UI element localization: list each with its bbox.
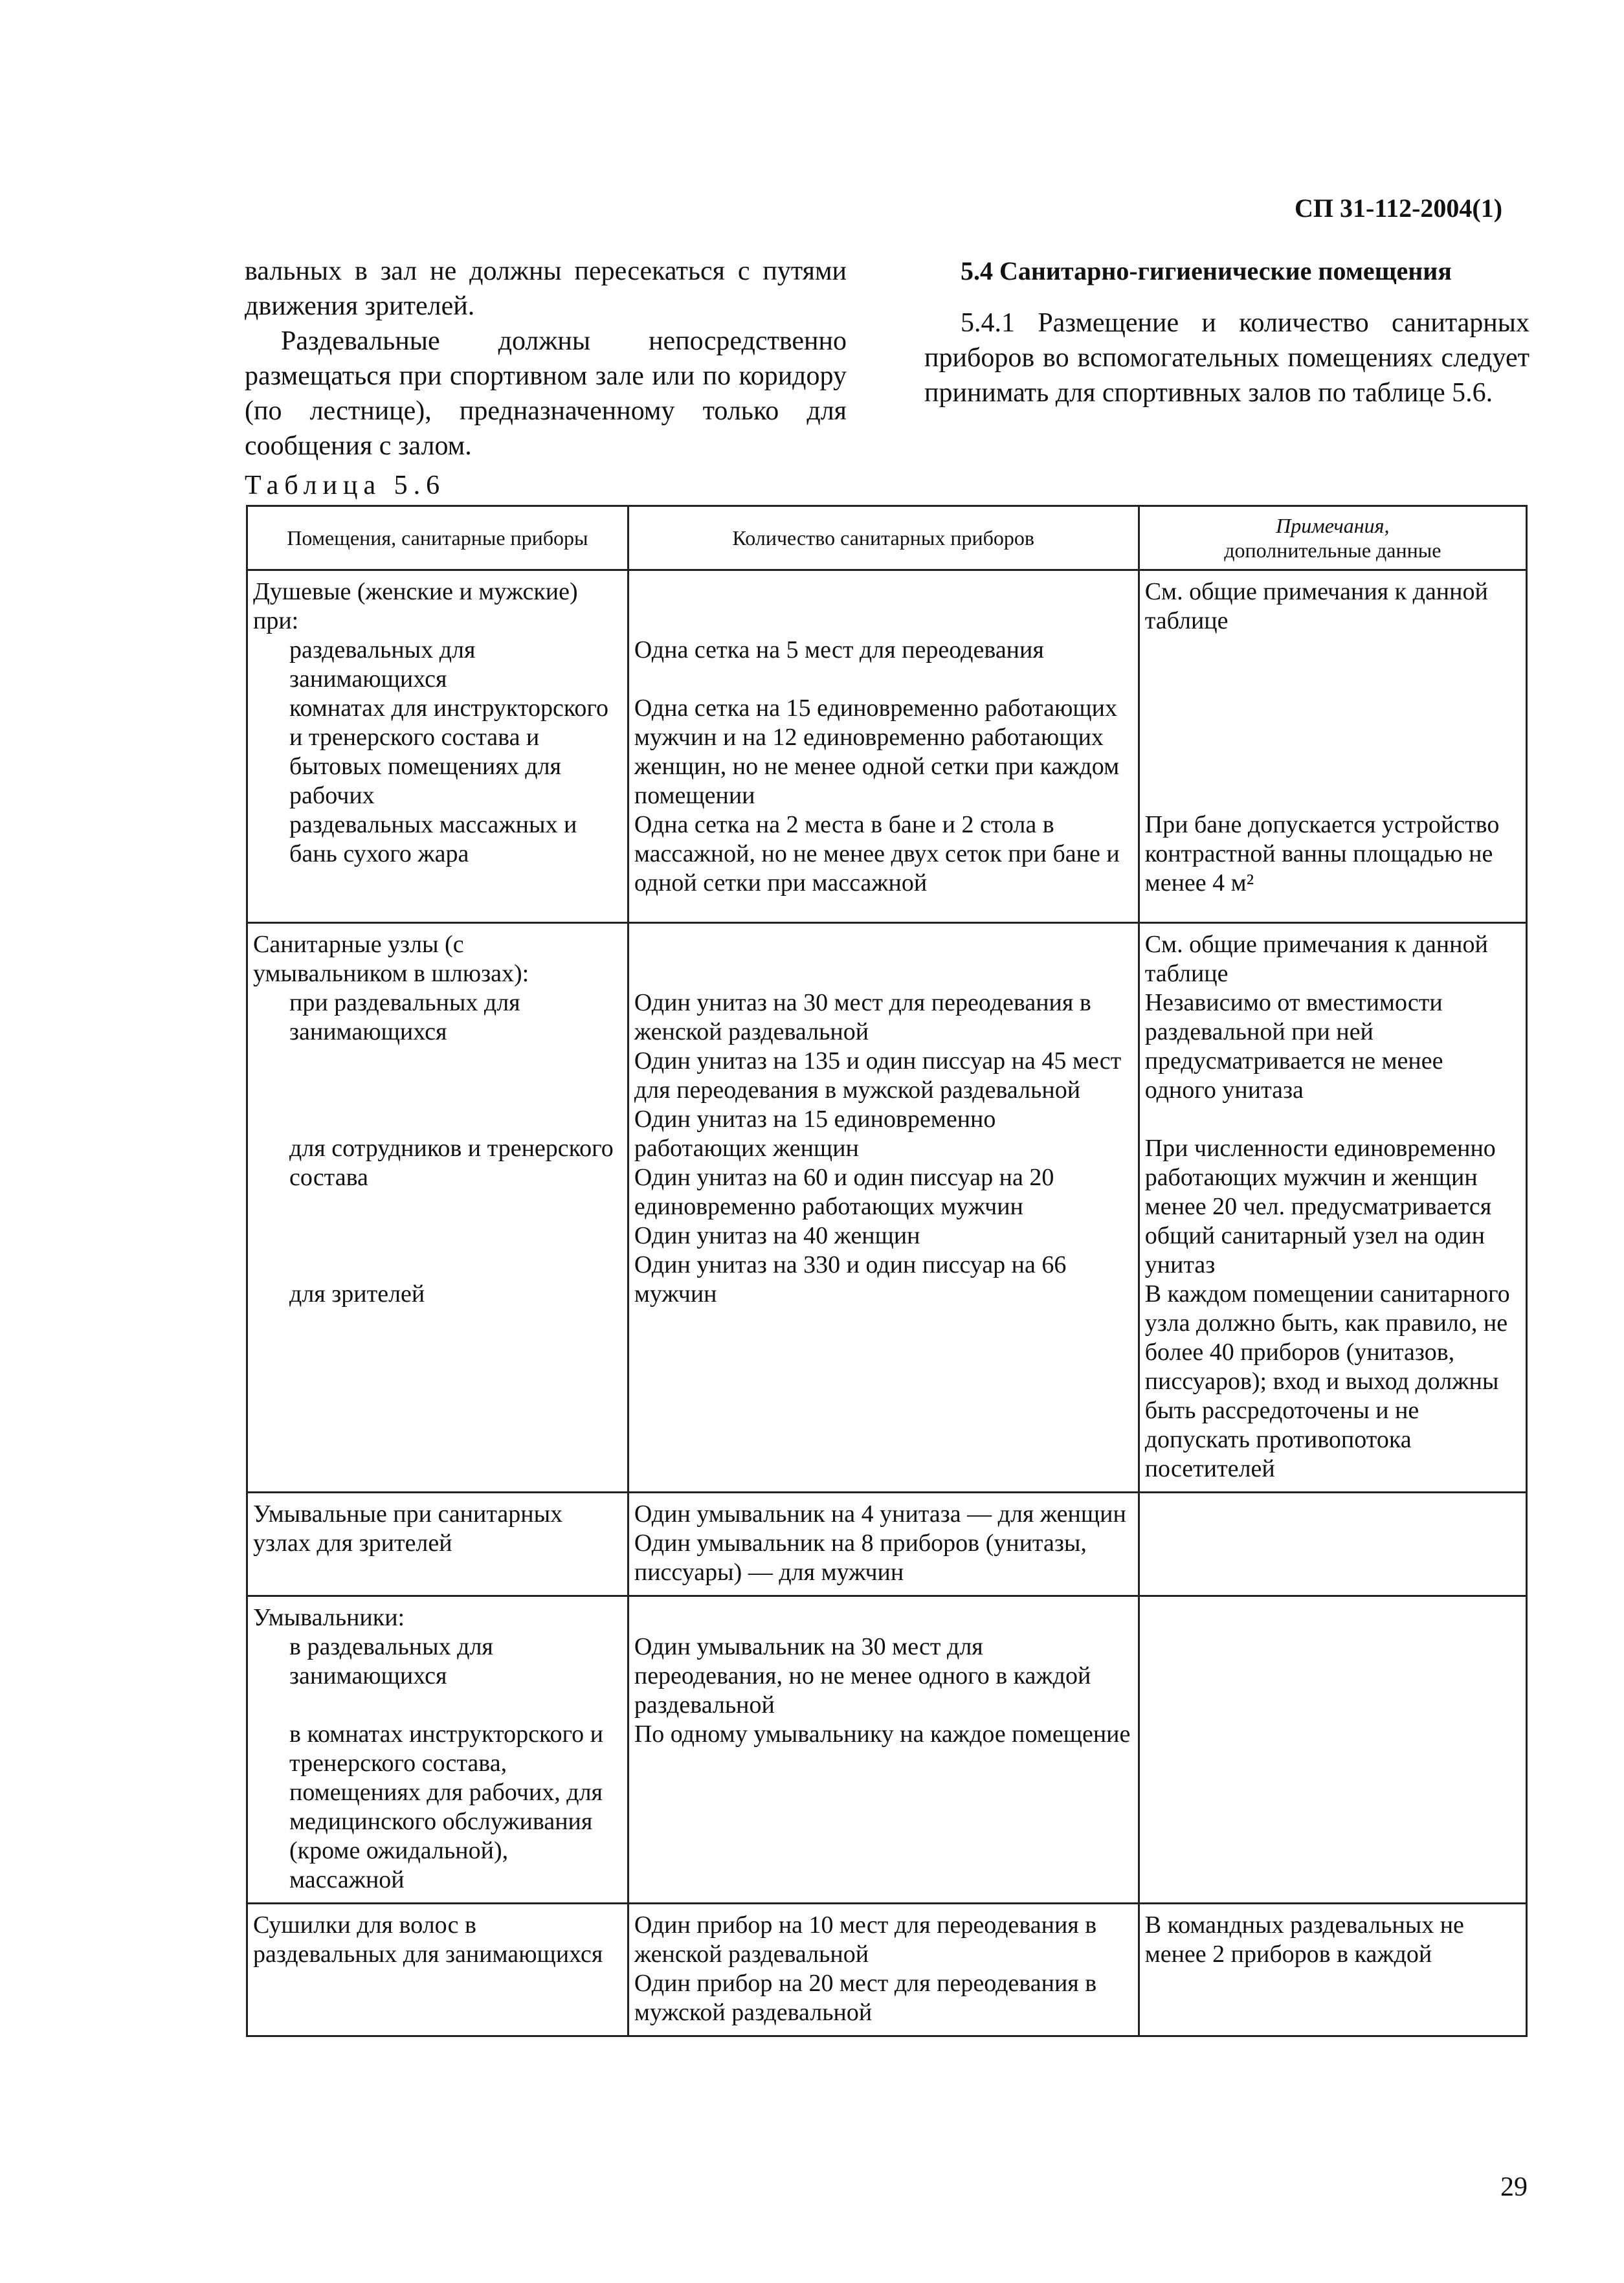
- quantity-cell: [628, 1596, 1139, 1904]
- quantity-cell: [628, 1493, 1139, 1596]
- table-row: [247, 570, 1527, 923]
- quantity-cell: [628, 923, 1139, 1493]
- note-text: В командных раздевальных не менее 2 приборов в каждой: [1144, 1911, 1464, 1968]
- table-row: [247, 1596, 1527, 1904]
- quantity-text: Один умывальник на 30 мест для переодевания, но не менее одного в каждой раздевальной: [634, 1633, 1091, 1719]
- group-title: Санитарные узлы (с умывальником в шлюзах):: [253, 931, 529, 987]
- sub-room: для зрителей: [289, 1280, 425, 1308]
- table-row: [247, 1493, 1527, 1596]
- header-notes-line1: Примечания,: [1276, 514, 1390, 537]
- quantity-text: Один прибор на 10 мест для переодевания в женской раздевальной: [634, 1911, 1097, 1968]
- group-cell-showers: [247, 570, 628, 923]
- note-cell: [1139, 570, 1526, 923]
- quantity-text: Одна сетка на 5 мест для переодевания: [634, 636, 1044, 663]
- note-text: При численности единовременно работающих мужчин и женщин менее 20 чел. предусматривается общий санитарный узел на один унитаз: [1144, 1135, 1496, 1278]
- section-heading: 5.4 Санитарно-гигиенические помещения: [961, 256, 1452, 285]
- group-cell-washrooms: [247, 1493, 628, 1596]
- quantity-text: Один умывальник на 4 унитаза — для женщин: [634, 1500, 1126, 1528]
- page-number: 29: [1500, 2172, 1528, 2202]
- quantity-text: По одному умывальнику на каждое помещение: [634, 1721, 1131, 1748]
- table-caption: Таблица 5.6: [245, 471, 446, 500]
- right-paragraph-1: 5.4.1 Размещение и количество санитарных приборов во вспомогательных помещениях следует принимать для спортивных залов по таблице 5.6.: [924, 308, 1529, 408]
- group-cell-toilets: [247, 923, 628, 1493]
- sanitary-table: [246, 505, 1528, 2037]
- note-text: При бане допускается устройство контрастной ванны площадью не менее 4 м²: [1144, 811, 1500, 896]
- group-title: Умывальные при санитарных узлах для зрителей: [253, 1500, 563, 1557]
- quantity-text: Один унитаз на 30 мест для переодевания в женской раздевальной: [634, 989, 1091, 1045]
- group-cell-dryers: [247, 1904, 628, 2036]
- header-quantity: Количество санитарных приборов: [628, 506, 1139, 570]
- note-cell: [1139, 1493, 1526, 1596]
- quantity-text: Один унитаз на 15 единовременно работающих женщин: [634, 1106, 996, 1162]
- quantity-text: Один умывальник на 8 приборов (унитазы, писсуары) — для мужчин: [634, 1530, 1087, 1586]
- quantity-text: Один унитаз на 60 и один писсуар на 20 единовременно работающих мужчин: [634, 1164, 1054, 1220]
- quantity-text: Одна сетка на 15 единовременно работающих мужчин и на 12 единовременно работающих женщин, но не менее одной сетки при каждом помещении: [634, 695, 1120, 809]
- right-column: [924, 254, 1529, 410]
- note-text: Независимо от вместимости раздевальной при ней предусматривается не менее одного унитаза: [1144, 989, 1443, 1104]
- sub-room: раздевальных для занимающихся: [289, 636, 476, 693]
- table-row: [247, 923, 1527, 1493]
- quantity-cell: [628, 1904, 1139, 2036]
- note-text: См. общие примечания к данной таблице: [1144, 578, 1488, 634]
- quantity-text: Один унитаз на 135 и один писсуар на 45 мест для переодевания в мужской раздевальной: [634, 1047, 1122, 1104]
- quantity-text: Один прибор на 20 мест для переодевания в мужской раздевальной: [634, 1970, 1097, 2026]
- header-notes: [1139, 506, 1526, 570]
- table-header-row: [247, 506, 1527, 570]
- note-cell: [1139, 923, 1526, 1493]
- group-cell-basins: [247, 1596, 628, 1904]
- left-paragraph-2: Раздевальные должны непосредственно размещаться при спортивном зале или по коридору (по лестнице), предназначенному только для сообщения с залом.: [245, 326, 847, 461]
- note-cell: [1139, 1904, 1526, 2036]
- group-title: Душевые (женские и мужские) при:: [253, 578, 578, 634]
- note-text: См. общие примечания к данной таблице: [1144, 931, 1488, 987]
- sub-room: для сотрудников и тренерского состава: [289, 1135, 614, 1191]
- sub-room: комнатах для инструкторского и тренерского состава и бытовых помещениях для рабочих: [289, 695, 608, 809]
- quantity-text: Одна сетка на 2 места в бане и 2 стола в массажной, но не менее двух сеток при бане и одной сетки при массажной: [634, 811, 1120, 896]
- note-text: В каждом помещении санитарного узла должно быть, как правило, не более 40 приборов (унитазов, писсуаров); вход и выход должны быть рассредоточены и не допускать противопотока посетителей: [1144, 1280, 1510, 1482]
- group-title: Сушилки для волос в раздевальных для занимающихся: [253, 1911, 603, 1968]
- left-column: [245, 254, 847, 463]
- left-paragraph-1: вальных в зал не должны пересекаться с путями движения зрителей.: [245, 256, 847, 321]
- document-number: СП 31-112-2004(1): [1295, 194, 1503, 223]
- sub-room: в раздевальных для занимающихся: [289, 1633, 493, 1689]
- quantity-text: Один унитаз на 40 женщин: [634, 1222, 920, 1249]
- note-cell: [1139, 1596, 1526, 1904]
- quantity-text: Один унитаз на 330 и один писсуар на 66 мужчин: [634, 1251, 1067, 1308]
- sub-room: в комнатах инструкторского и тренерского состава, помещениях для рабочих, для медицинского обслуживания (кроме ожидальной), массажной: [289, 1721, 604, 1893]
- header-notes-line2: дополнительные данные: [1224, 539, 1441, 562]
- header-rooms: Помещения, санитарные приборы: [247, 506, 628, 570]
- table-row: [247, 1904, 1527, 2036]
- sub-room: раздевальных массажных и бань сухого жара: [289, 811, 577, 867]
- sub-room: при раздевальных для занимающихся: [289, 989, 520, 1045]
- group-title: Умывальники:: [253, 1604, 405, 1631]
- quantity-cell: [628, 570, 1139, 923]
